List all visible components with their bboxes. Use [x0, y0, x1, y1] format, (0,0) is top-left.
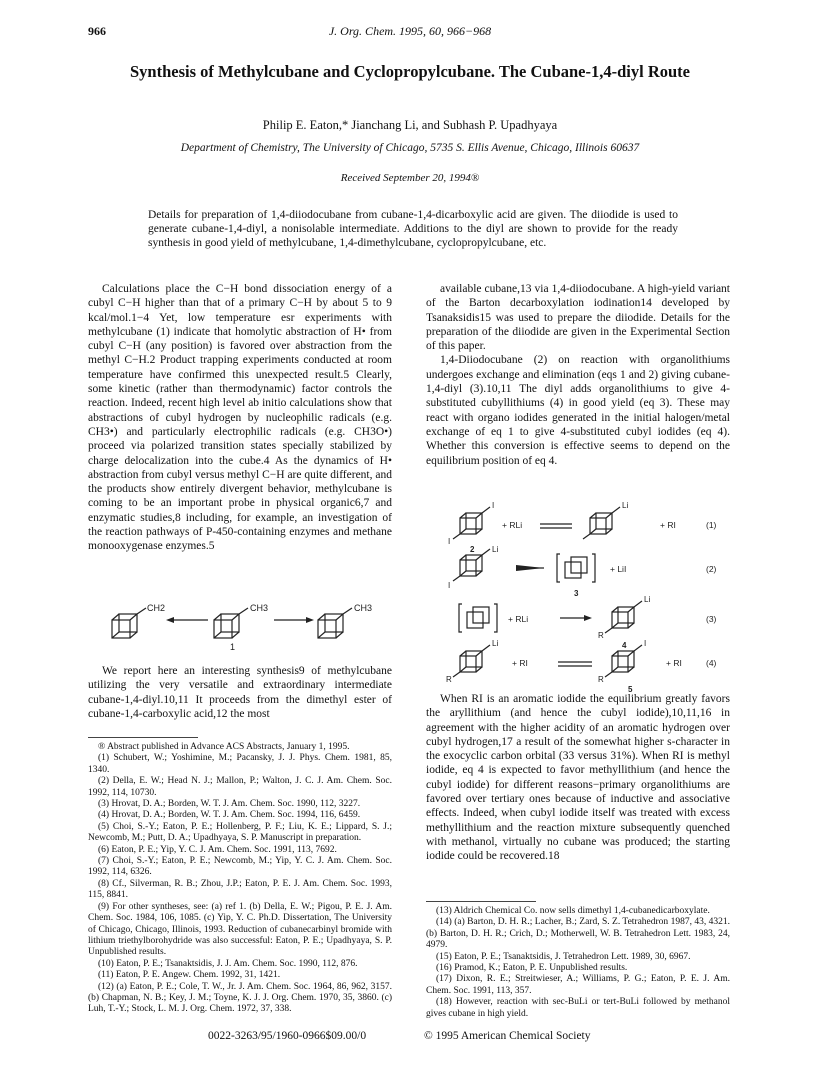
substituent-label: Li [622, 501, 629, 510]
abstract: Details for preparation of 1,4-diiodocubane from cubane-1,4-dicarboxylic acid are given. The diiodide is used to generate cubane-1,4-diyl, a nonisolable intermediate. Additions to the diyl are shown to provide for the ready synthesis in good yield of methylcubane, 1,4-dimethylcubane, cyclopropylcubane, etc. [148, 209, 678, 250]
cube-structure [605, 601, 642, 633]
arrowhead [166, 617, 174, 623]
body-right-lower [426, 692, 730, 864]
footnote: (5) Choi, S.-Y.; Eaton, P. E.; Hollenberg, P. F.; Liu, K. E.; Lippard, S. J.; Newcomb, M.; Putt, D. A.; Upadhyaya, S. P. Manuscript in preparation. [88, 821, 392, 844]
substituent-label: I [492, 501, 495, 510]
footnote: ® Abstract published in Advance ACS Abstracts, January 1, 1995. [98, 742, 350, 752]
paragraph: We report here an interesting synthesis9 of methylcubane utilizing the very versatile and extraordinary intermediate cubane-1,4-diyl.10,11 It proceeds from the dimethyl ester of cubane-1,4-carboxylic acid,12 the most [88, 665, 392, 720]
footnote: (8) Cf., Silverman, R. B.; Zhou, J.P.; Eaton, P. E. J. Am. Chem. Soc. 1993, 115, 8841. [88, 878, 392, 901]
affiliation: Department of Chemistry, The University of Chicago, 5735 S. Ellis Avenue, Chicago, Illinois 60637 [180, 142, 640, 154]
footnote: (10) Eaton, P. E.; Tsanaktsidis, J. J. Am. Chem. Soc. 1990, 112, 876. [98, 958, 358, 969]
cube-structure [453, 645, 490, 677]
footnotes-right [426, 906, 730, 1020]
equation-number: (2) [706, 564, 717, 574]
paragraph: Calculations place the C−H bond dissociation energy of a cubyl C−H higher than that of a primary C−H by about 5 to 9 kcal/mol.1−4 Yet, low temperature esr experiments with methylcubane (1) indicate that homolytic abstraction of H• from cubyl C−H (any position) is favored over abstraction from the methyl C−H.2 Product trapping experiments conducted at room temperature have confirmed this unexpected result.5 Clearly, some kinetic (rather than thermodynamic) factor controls the reaction. Indeed, recent high level ab initio calculations show that abstractions of cubyl hydrogen by nucleophilic radicals (e.g. CH3•) and particularly electrophilic radicals (e.g. CH3O•) proceed via polarized transition states specially stabilized by charge delocalization into the cube.4 As the dynamics of H• abstraction from cubyl versus methyl C−H are quite different, and the products show entirely divergent behavior, methylcubane is coming to be an important probe in physical organic6,7 and enzymatic studies,8 including, for example, an investigation of the reaction pathways of P-450-containing enzymes and methane monooxygenase enzymes.5 [88, 283, 392, 553]
label-ch3: CH3 [354, 603, 373, 613]
body-right-upper [426, 282, 730, 468]
substituent-label: I [644, 639, 647, 648]
article-code: 0022-3263/95/1960-0966$09.00/0 [208, 1030, 367, 1042]
page-number: 966 [88, 24, 106, 38]
paragraph: available cubane,13 via 1,4-diiodocubane. A high-yield variant of the Barton decarboxylation iodination14 developed by Tsanaksidis15 was used to prepare the diiodide. Details for the preparation of the diiodide are given in the Experimental Section of this paper. [426, 283, 730, 353]
compound-number: 3 [574, 589, 579, 598]
equation-number: (4) [706, 658, 717, 668]
reagent-label: + RI [512, 658, 528, 668]
substituent-label: Li [644, 595, 651, 604]
received-date: Received September 20, 1994® [340, 172, 480, 184]
footnote: (9) For other syntheses, see: (a) ref 1. (b) Della, E. W.; Pigou, P. E. J. Am. Chem. Soc. 1984, 106, 1085. (c) Yip, Y. C. Ph.D. Dissertation, The University of Chicago, Chicago, Illinois, 1993. Reduction of cubanecarbinyl bromide with lithium triethylborohydride was also successful: Eaton, P. E.; Upadhyaya, S. P. Unpublished results. [88, 901, 392, 958]
substituent-label: R [446, 675, 452, 684]
label-ch2: CH2 [147, 603, 166, 613]
compound-number: 4 [622, 641, 627, 650]
label-ch3: CH3 [250, 603, 269, 613]
substituent-label: I [448, 581, 451, 590]
paragraph: When RI is an aromatic iodide the equilibrium greatly favors the aryllithium (and hence the cubyl iodide),10,11,16 in agreement with the higher acidity of an aromatic hydrogen over cubyl hydrogen,17 a result of the somewhat higher s-character in the exocyclic carbon orbital (33 versus 31%). When RI is methyl iodide, eq 4 is expected to favor methyllithium (and hence the cubyl iodide) for different reasons−primary organolithiums are favored over tertiary ones because of inductive and associative effects. Indeed, when cubyl iodide itself was treated with excess methyllithium and the reaction mixture subsequently quenched with methanol, virtually no cubane was produced; the starting iodide could be recovered.18 [426, 693, 730, 863]
diyl-structure [557, 554, 595, 582]
cube-structure [583, 507, 620, 539]
compound-number: 1 [230, 642, 236, 652]
diyl-structure [459, 604, 497, 632]
footnote: (15) Eaton, P. E.; Tsanaktsidis, J. Tetrahedron Lett. 1989, 30, 6967. [436, 951, 691, 962]
equation-number: (3) [706, 614, 717, 624]
footnote-rule [88, 737, 198, 738]
footnote: (3) Hrovat, D. A.; Borden, W. T. J. Am. Chem. Soc. 1990, 112, 3227. [98, 799, 361, 810]
substituent-label: R [598, 675, 604, 684]
equation-number: (1) [706, 520, 717, 530]
substituent-label: Li [492, 545, 499, 554]
compound-number: 2 [470, 545, 475, 554]
cube-structure [318, 608, 352, 638]
compound-number: 5 [628, 685, 633, 694]
footnote: (12) (a) Eaton, P. E.; Cole, T. W., Jr. J. Am. Chem. Soc. 1964, 86, 962, 3157. (b) Chapman, N. B.; Key, J. M.; Toyne, K. J. J. Org. Chem. 1970, 35, 3860. (c) Luh, T.-Y.; Stock, L. M. J. Org. Chem. 1972, 37, 338. [88, 981, 392, 1015]
footnote: (18) However, reaction with sec-BuLi or tert-BuLi followed by methanol gives cubane in high yield. [426, 997, 730, 1019]
footnote: (4) Hrovat, D. A.; Borden, W. T. J. Am. Chem. Soc. 1994, 116, 6459. [98, 810, 361, 821]
footnote: (1) Schubert, W.; Yoshimine, M.; Pacansky, J. J. Phys. Chem. 1981, 85, 1340. [88, 753, 392, 775]
body-left-lower [88, 664, 392, 721]
footnote-rule [426, 901, 536, 902]
scheme-methylcubane [100, 602, 390, 656]
paragraph: 1,4-Diiodocubane (2) on reaction with organolithiums undergoes exchange and elimination (eqs 1 and 2) giving cubane-1,4-diyl (3).10,11 The diyl adds organolithiums to give 4-substituted cubyllithiums (4) in good yield (eq 3). These may react with organo iodides generated in the initial halogen/metal exchange of eq 1 to give 4-substituted cubyl iodides (eq 4). Whether this conversion is effective seems to depend on the equilibrium position of eq 4. [426, 354, 730, 467]
scheme-equations [440, 500, 730, 694]
footnote: (13) Aldrich Chemical Co. now sells dimethyl 1,4-cubanedicarboxylate. [436, 906, 710, 916]
footnote: (11) Eaton, P. E. Angew. Chem. 1992, 31, 1421. [98, 970, 281, 981]
reagent-label: + RLi [502, 520, 523, 530]
byproduct-label: + RI [666, 658, 682, 668]
cube-structure [214, 608, 248, 638]
footnote: (2) Della, E. W.; Head N. J.; Mallon, P.; Walton, J. C. J. Am. Chem. Soc. 1992, 114, 10730. [88, 776, 392, 798]
footnote: (7) Choi, S.-Y.; Eaton, P. E.; Newcomb, M.; Yip, Y. C. J. Am. Chem. Soc. 1992, 114, 6326. [88, 856, 392, 878]
substituent-label: R [598, 631, 604, 640]
footnote: (14) (a) Barton, D. H. R.; Lacher, B.; Zard, S. Z. Tetrahedron 1987, 43, 4321. (b) Barton, D. H. R.; Crich, D.; Motherwell, W. B. Tetrahedron Lett. 1983, 24, 4979. [426, 917, 730, 951]
byproduct-label: + LiI [610, 564, 627, 574]
arrowhead [306, 617, 314, 623]
footnotes-left [88, 742, 392, 1016]
byproduct-label: + RI [660, 520, 676, 530]
footnote: (16) Pramod, K.; Eaton, P. E. Unpublished results. [436, 963, 628, 974]
article-title: Synthesis of Methylcubane and Cyclopropylcubane. The Cubane-1,4-diyl Route [129, 62, 690, 81]
substituent-label: Li [492, 639, 499, 648]
author-list: Philip E. Eaton,* Jianchang Li, and Subhash P. Upadhyaya [262, 118, 558, 132]
copyright: © 1995 American Chemical Society [424, 1030, 591, 1042]
cube-structure [453, 507, 490, 539]
running-header [88, 24, 732, 40]
reagent-label: + RLi [508, 614, 529, 624]
body-left-upper [88, 282, 392, 554]
footnote: (17) Dixon, R. E.; Streitwieser, A.; Williams, P. G.; Eaton, P. E. J. Am. Chem. Soc. 1991, 113, 357. [426, 974, 730, 996]
footnote: (6) Eaton, P. E.; Yip, Y. C. J. Am. Chem. Soc. 1991, 113, 7692. [98, 844, 337, 855]
substituent-label: I [448, 537, 451, 546]
cube-structure [112, 608, 146, 638]
journal-citation: J. Org. Chem. 1995, 60, 966−968 [328, 24, 492, 38]
